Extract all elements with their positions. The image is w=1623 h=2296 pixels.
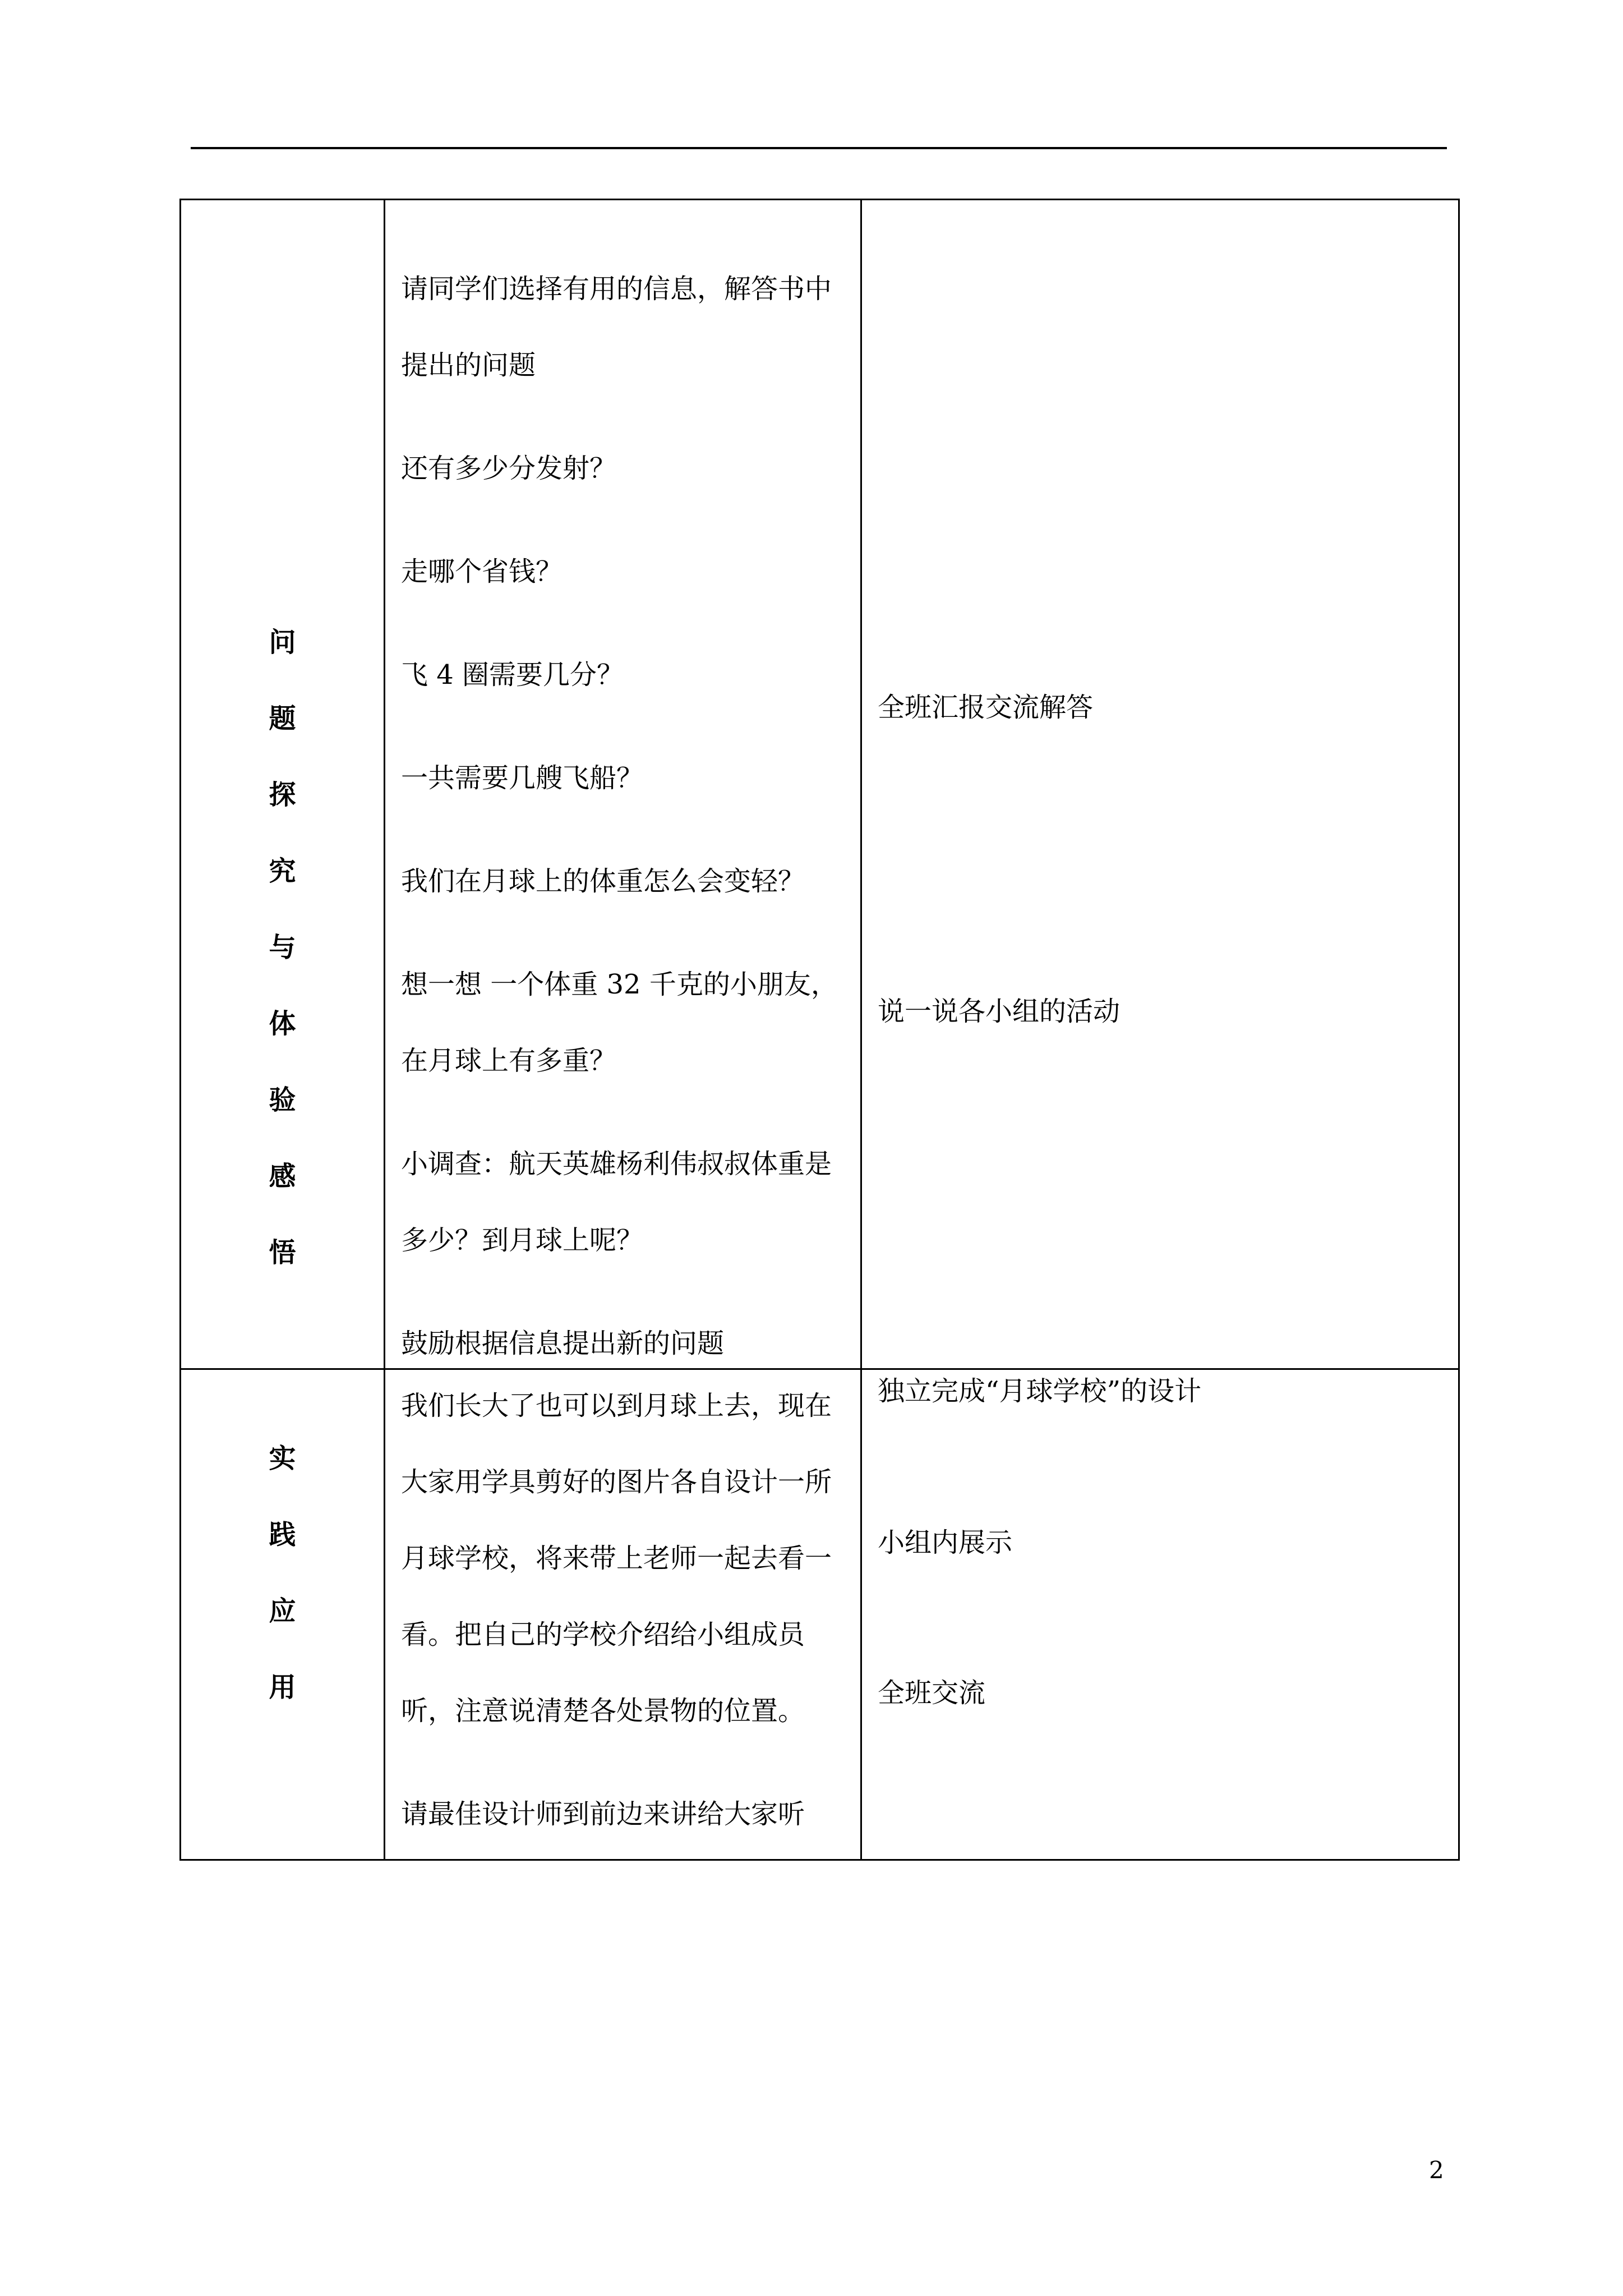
teacher-line: 请同学们选择有用的信息，解答书中提出的问题: [401, 273, 832, 381]
teacher-line: 我们长大了也可以到月球上去，现在大家用学具剪好的图片各自设计一所月球学校，将来带上老师一起去看一看。把自己的学校介绍给小组成员听，注意说清楚各处景物的位置。: [401, 1390, 832, 1727]
table-row: [181, 1369, 1459, 1860]
header-rule: [191, 147, 1447, 149]
stage-char: 体: [269, 1008, 296, 1039]
student-activity-cell: [861, 1369, 1459, 1860]
teacher-activity-cell: [385, 1369, 861, 1860]
stage-cell: [181, 200, 385, 1369]
teacher-line: 飞 4 圈需要几分？: [401, 659, 624, 691]
stage-char: 探: [269, 779, 296, 811]
stage-char: 实: [269, 1443, 296, 1474]
stage-char: 感: [269, 1161, 296, 1192]
teacher-activity-cell: [385, 200, 861, 1369]
lesson-plan-table: [179, 199, 1460, 1861]
teacher-activity-text: [401, 1368, 849, 1852]
stage-char: 用: [269, 1672, 296, 1703]
teacher-line: 想一想 一个体重 32 千克的小朋友，在月球上有多重？: [401, 969, 838, 1076]
teacher-line: 还有多少分发射？: [401, 453, 617, 484]
stage-char: 应: [269, 1595, 296, 1627]
teacher-line: 一共需要几艘飞船？: [401, 762, 644, 794]
stage-label-inquiry: [181, 604, 384, 1291]
student-line: 说一说各小组的活动: [878, 996, 1121, 1027]
stage-char: 题: [269, 703, 296, 734]
stage-char: 悟: [269, 1237, 296, 1268]
student-activity-cell: [861, 200, 1459, 1369]
student-line: 独立完成“月球学校”的设计: [878, 1375, 1202, 1407]
teacher-line: 请最佳设计师到前边来讲给大家听: [401, 1798, 805, 1830]
stage-char: 究: [269, 855, 296, 887]
table-row: [181, 200, 1459, 1369]
stage-char: 验: [269, 1084, 296, 1116]
stage-char: 与: [269, 932, 296, 963]
student-line: 全班交流: [878, 1677, 986, 1709]
student-line: 全班汇报交流解答: [878, 692, 1094, 723]
teacher-line: 鼓励根据信息提出新的问题: [401, 1328, 725, 1359]
teacher-line: 小调查：航天英雄杨利伟叔叔体重是多少？到月球上呢？: [401, 1148, 832, 1256]
stage-char: 问: [269, 627, 296, 658]
student-line: 小组内展示: [878, 1527, 1013, 1558]
teacher-line: 我们在月球上的体重怎么会变轻？: [401, 866, 805, 897]
teacher-line: 走哪个省钱？: [401, 556, 563, 587]
stage-cell: [181, 1369, 385, 1860]
teacher-activity-text: [401, 251, 849, 1382]
stage-char: 践: [269, 1519, 296, 1550]
page-number: 2: [1429, 2156, 1444, 2184]
stage-label-practice: [181, 1420, 384, 1726]
